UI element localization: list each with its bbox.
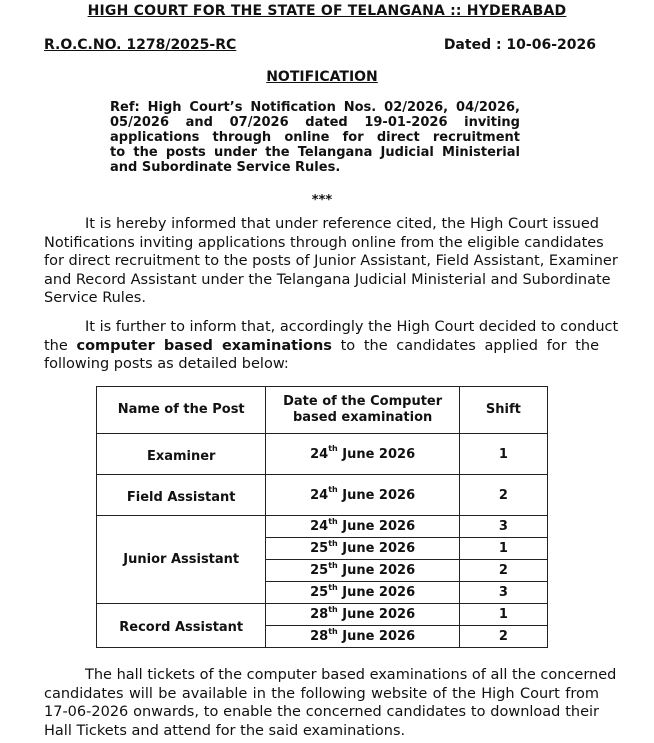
notice-date: Dated : 10-06-2026 bbox=[443, 37, 596, 53]
paragraph-exam-info bbox=[44, 318, 619, 374]
paragraph-line: Service Rules. bbox=[44, 290, 146, 307]
shift-cell: 2 bbox=[459, 626, 547, 648]
date-cell: 25th June 2026 bbox=[266, 538, 459, 560]
table-row bbox=[97, 516, 548, 538]
bold-phrase: computer based examinations bbox=[76, 337, 332, 354]
shift-cell: 3 bbox=[459, 516, 547, 538]
reference-block bbox=[110, 100, 520, 175]
paragraph-hall-tickets bbox=[44, 666, 617, 740]
paragraph-line: candidates will be available in the following website of the High Court from bbox=[44, 685, 599, 702]
header-date-line: Date of the Computer bbox=[283, 394, 443, 409]
exam-schedule-table bbox=[96, 386, 548, 648]
paragraph-line: 17-06-2026 onwards, to enable the concerned candidates to download their bbox=[44, 704, 599, 721]
shift-cell: 3 bbox=[459, 582, 547, 604]
separator-stars: *** bbox=[311, 193, 333, 208]
notification-heading: NOTIFICATION bbox=[266, 69, 378, 85]
table-row bbox=[97, 475, 548, 516]
reference-line: and Subordinate Service Rules. bbox=[110, 160, 341, 175]
table-row bbox=[97, 434, 548, 475]
date-cell: 25th June 2026 bbox=[266, 560, 459, 582]
post-name-cell: Junior Assistant bbox=[97, 516, 266, 604]
shift-cell: 2 bbox=[459, 560, 547, 582]
paragraph-line: for direct recruitment to the posts of Junior Assistant, Field Assistant, Examiner bbox=[44, 253, 618, 270]
date-cell: 24th June 2026 bbox=[266, 475, 459, 516]
shift-cell: 1 bbox=[459, 604, 547, 626]
date-cell: 24th June 2026 bbox=[266, 434, 459, 475]
paragraph-line: following posts as detailed below: bbox=[44, 356, 289, 373]
paragraph-line: Notifications inviting applications through online from the eligible candidates bbox=[44, 234, 604, 251]
paragraph-line: The hall tickets of the computer based examinations of all the concerned bbox=[85, 667, 617, 683]
header-shift: Shift bbox=[459, 387, 547, 434]
reference-line: 05/2026 and 07/2026 dated 19-01-2026 inviting bbox=[110, 115, 520, 130]
post-name-cell: Field Assistant bbox=[97, 475, 266, 516]
line-suffix: to the candidates applied for the bbox=[340, 337, 600, 354]
reference-line: to the posts under the Telangana Judicial Ministerial bbox=[110, 145, 520, 160]
paragraph-line: It is hereby informed that under reference cited, the High Court issued bbox=[85, 216, 599, 232]
paragraph-line: It is further to inform that, accordingly the High Court decided to conduct bbox=[85, 319, 619, 335]
header-date bbox=[266, 387, 459, 434]
shift-cell: 1 bbox=[459, 538, 547, 560]
paragraph-intro bbox=[44, 215, 618, 308]
date-cell: 28th June 2026 bbox=[266, 626, 459, 648]
header-date-line: based examination bbox=[292, 410, 433, 425]
post-name-cell: Record Assistant bbox=[97, 604, 266, 648]
date-cell: 24th June 2026 bbox=[266, 516, 459, 538]
post-name-cell: Examiner bbox=[97, 434, 266, 475]
reference-line: Ref: High Court’s Notification Nos. 02/2026, 04/2026, bbox=[110, 100, 520, 115]
date-cell: 28th June 2026 bbox=[266, 604, 459, 626]
shift-cell: 2 bbox=[459, 475, 547, 516]
paragraph-line bbox=[44, 337, 599, 356]
header-post: Name of the Post bbox=[97, 387, 266, 434]
paragraph-line: Hall Tickets and attend for the said examinations. bbox=[44, 722, 406, 739]
table-header-row bbox=[97, 387, 548, 434]
reference-line: applications through online for direct recruitment bbox=[110, 130, 520, 145]
court-title: HIGH COURT FOR THE STATE OF TELANGANA :: HYDERABAD bbox=[87, 3, 567, 19]
roc-number: R.O.C.NO. 1278/2025-RC bbox=[44, 37, 237, 53]
shift-cell: 1 bbox=[459, 434, 547, 475]
table-row bbox=[97, 604, 548, 626]
line-prefix: the bbox=[44, 337, 68, 354]
paragraph-line: and Record Assistant under the Telangana Judicial Ministerial and Subordinate bbox=[44, 271, 611, 288]
date-cell: 25th June 2026 bbox=[266, 582, 459, 604]
